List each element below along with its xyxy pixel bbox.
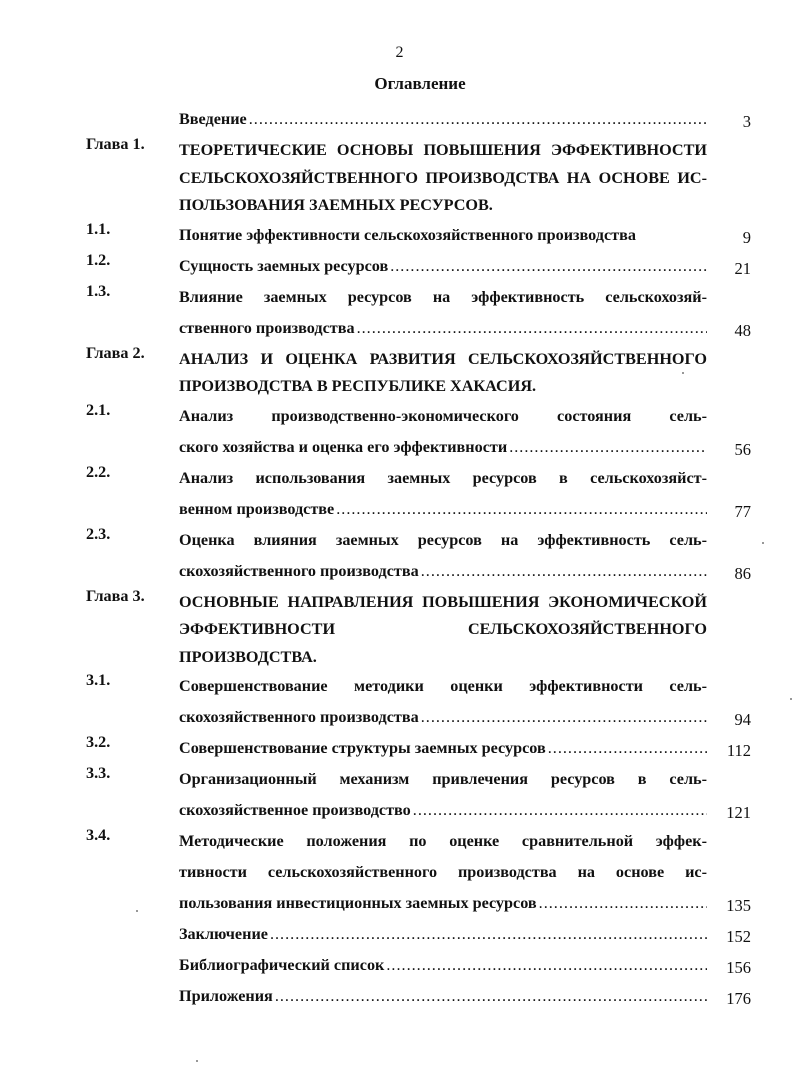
page-number: 2	[395, 44, 404, 61]
dot-leader	[537, 888, 707, 919]
entry-text	[179, 401, 707, 463]
dot-leader	[273, 981, 707, 1012]
dot-leader	[546, 733, 707, 764]
entry-number: 3.2.	[86, 733, 111, 751]
entry-text	[179, 282, 707, 344]
entry-last-line	[179, 104, 707, 135]
entry-label: Введение	[179, 110, 247, 128]
entry-text-line: Оценка влияния заемных ресурсов на эффективность сель-	[179, 530, 707, 549]
entry-text	[179, 104, 707, 135]
toc-entry[interactable]	[0, 826, 799, 919]
toc-entry[interactable]	[0, 344, 799, 401]
toc-entry[interactable]	[0, 981, 799, 1012]
scan-speck	[790, 698, 792, 700]
scan-speck	[762, 542, 764, 544]
entry-number: Глава 2.	[86, 343, 145, 362]
entry-number: 2.2.	[86, 462, 111, 481]
entry-text-line: Анализ производственно-экономического состояния сель-	[179, 406, 707, 425]
toc-title: Оглавление	[374, 74, 466, 93]
entry-text	[179, 733, 707, 764]
chapter-title	[179, 135, 707, 220]
entry-text	[179, 671, 707, 733]
scan-speck	[136, 910, 138, 912]
entry-page-number: 112	[726, 741, 751, 760]
entry-label: Заключение	[179, 925, 268, 943]
dot-leader	[384, 950, 707, 981]
dot-leader	[411, 795, 707, 826]
chapter-title-text: АНАЛИЗ И ОЦЕНКА РАЗВИТИЯ СЕЛЬСКОХОЗЯЙСТВЕННОГО ПРОИЗВОДСТВА В РЕСПУБЛИКЕ ХАКАСИЯ.	[179, 349, 707, 395]
toc-entry[interactable]	[0, 220, 799, 251]
toc-entry[interactable]	[0, 104, 799, 135]
toc-entry[interactable]	[0, 401, 799, 463]
entry-text-line: тивности сельскохозяйственного производства на основе ис-	[179, 863, 707, 881]
entry-text	[179, 764, 707, 826]
entry-last-line	[179, 919, 707, 950]
entry-last-line	[179, 733, 707, 764]
entry-label: скохозяйственное производство	[179, 801, 411, 819]
entry-label: ского хозяйства и оценка его эффективности	[179, 437, 508, 456]
entry-last-line	[179, 556, 707, 587]
entry-text	[179, 463, 707, 525]
entry-text	[179, 251, 707, 282]
chapter-title	[179, 344, 707, 401]
entry-label: Приложения	[179, 987, 273, 1005]
entry-number: 1.1.	[86, 219, 111, 238]
entry-label: ственного производства	[179, 318, 355, 337]
entry-last-line	[179, 251, 707, 282]
entry-text-line: Совершенствование методики оценки эффективности сель-	[179, 677, 707, 695]
toc-entry[interactable]	[0, 919, 799, 950]
chapter-title	[179, 587, 707, 672]
entry-last-line	[179, 888, 707, 919]
entry-text-line: Организационный механизм привлечения ресурсов в сель-	[179, 770, 707, 788]
entry-text	[179, 950, 707, 981]
entry-label: венном производстве	[179, 499, 335, 518]
entry-number: 3.1.	[86, 671, 111, 689]
entry-last-line	[179, 795, 707, 826]
scan-speck	[196, 1060, 198, 1062]
entry-number: Глава 3.	[86, 586, 145, 605]
entry-page-number: 156	[726, 958, 751, 977]
entry-last-line	[179, 313, 707, 344]
dot-leader	[507, 432, 707, 463]
dot-leader	[268, 919, 707, 950]
table-of-contents	[0, 104, 799, 1012]
entry-last-line	[179, 702, 707, 733]
entry-page-number: 77	[734, 501, 751, 521]
entry-label: Совершенствование структуры заемных ресурсов	[179, 739, 546, 757]
entry-last-line	[179, 494, 707, 525]
entry-page-number: 94	[734, 710, 751, 729]
toc-entry[interactable]	[0, 733, 799, 764]
entry-label: скохозяйственного производства	[179, 561, 419, 580]
dot-leader	[355, 313, 707, 344]
dot-leader	[419, 702, 707, 733]
entry-page-number: 86	[734, 563, 751, 583]
entry-page-number: 121	[726, 803, 751, 822]
entry-number: Глава 1.	[86, 135, 145, 153]
toc-entry[interactable]	[0, 135, 799, 220]
entry-page-number: 56	[734, 439, 751, 459]
dot-leader	[247, 104, 707, 135]
entry-last-line	[179, 981, 707, 1012]
entry-text-line: Влияние заемных ресурсов на эффективность сельскохозяй-	[179, 287, 707, 306]
entry-text	[179, 525, 707, 587]
entry-text	[179, 981, 707, 1012]
toc-entry[interactable]	[0, 587, 799, 672]
dot-leader	[334, 494, 707, 525]
entry-number: 3.3.	[86, 764, 111, 782]
entry-page-number: 48	[734, 320, 751, 340]
entry-label: Сущность заемных ресурсов	[179, 256, 389, 275]
entry-number: 2.3.	[86, 524, 111, 543]
toc-entry[interactable]	[0, 463, 799, 525]
toc-entry[interactable]	[0, 950, 799, 981]
toc-entry[interactable]	[0, 282, 799, 344]
toc-entry[interactable]	[0, 525, 799, 587]
entry-last-line	[179, 220, 707, 251]
entry-text-line: Методические положения по оценке сравнительной эффек-	[179, 832, 707, 850]
entry-last-line	[179, 432, 707, 463]
entry-text-line: Анализ использования заемных ресурсов в сельскохозяйст-	[179, 468, 707, 487]
chapter-title-text: ОСНОВНЫЕ НАПРАВЛЕНИЯ ПОВЫШЕНИЯ ЭКОНОМИЧЕСКОЙ ЭФФЕКТИВНОСТИ СЕЛЬСКОХОЗЯЙСТВЕННОГО ПРОИЗВОДСТВА.	[179, 592, 707, 666]
dot-leader	[388, 251, 707, 282]
toc-entry[interactable]	[0, 251, 799, 282]
scan-speck	[682, 372, 684, 374]
toc-entry[interactable]	[0, 764, 799, 826]
entry-label: скохозяйственного производства	[179, 708, 419, 726]
entry-number: 2.1.	[86, 400, 111, 419]
entry-page-number: 21	[734, 258, 751, 278]
entry-label: Понятие эффективности сельскохозяйственного производства	[179, 225, 636, 244]
entry-text	[179, 220, 707, 251]
chapter-title-text: ТЕОРЕТИЧЕСКИЕ ОСНОВЫ ПОВЫШЕНИЯ ЭФФЕКТИВНОСТИ СЕЛЬСКОХОЗЯЙСТВЕННОГО ПРОИЗВОДСТВА НА ОСНОВЕ ИС-ПОЛЬЗОВАНИЯ ЗАЕМНЫХ РЕСУРСОВ.	[179, 141, 707, 214]
entry-page-number: 152	[726, 927, 751, 946]
toc-entry[interactable]	[0, 671, 799, 733]
entry-label: пользования инвестиционных заемных ресурсов	[179, 894, 537, 912]
entry-page-number: 135	[726, 896, 751, 915]
entry-number: 1.3.	[86, 281, 111, 300]
dot-leader	[419, 556, 707, 587]
entry-text	[179, 826, 707, 919]
entry-number: 1.2.	[86, 250, 111, 269]
entry-page-number: 176	[726, 989, 751, 1008]
entry-page-number: 3	[742, 112, 751, 131]
entry-number: 3.4.	[86, 826, 111, 844]
entry-page-number: 9	[742, 227, 751, 247]
entry-last-line	[179, 950, 707, 981]
entry-text	[179, 919, 707, 950]
entry-label: Библиографический список	[179, 956, 385, 974]
